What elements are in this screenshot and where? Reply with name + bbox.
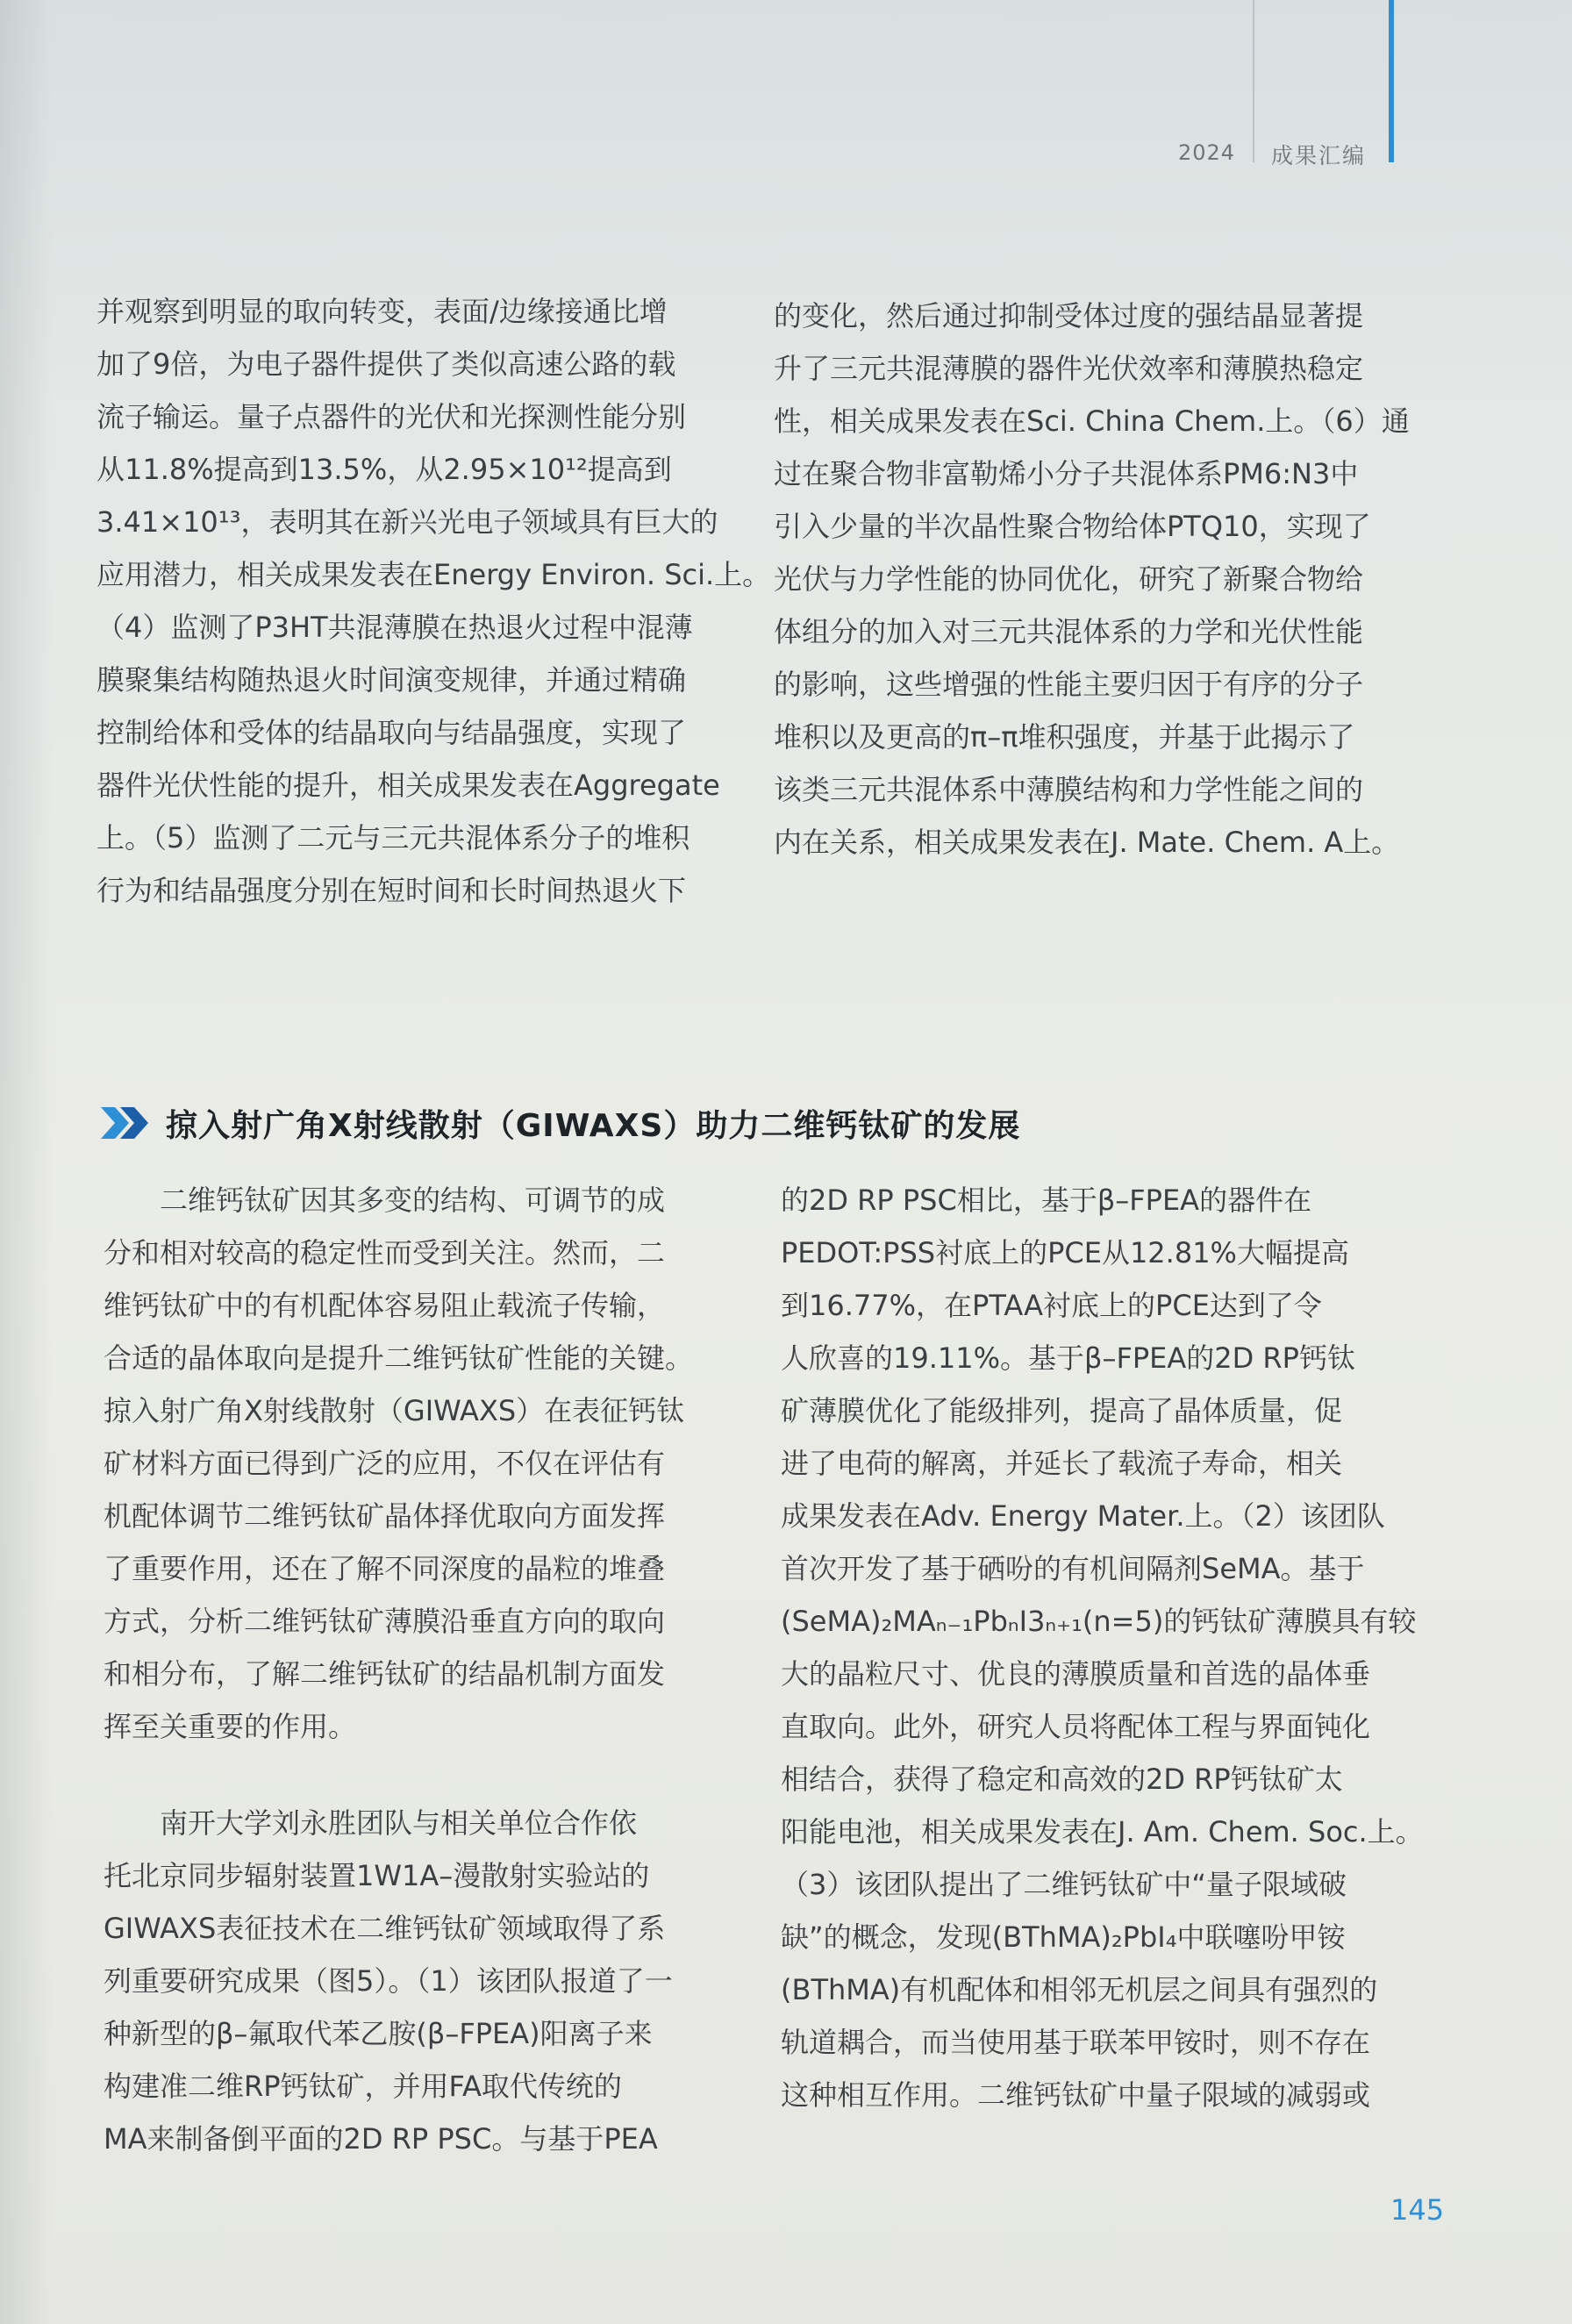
text-line: 体组分的加入对三元共混体系的力学和光伏性能: [774, 615, 1364, 648]
header-accent-bar: [1389, 0, 1394, 162]
text-line: 光伏与力学性能的协同优化，研究了新聚合物给: [774, 562, 1364, 596]
double-chevron-right-icon: [101, 1107, 150, 1139]
text-line: 这种相互作用。二维钙钛矿中量子限域的减弱或: [781, 2078, 1371, 2112]
header-divider: [1253, 0, 1254, 162]
text-line: 相结合，获得了稳定和高效的2D RP钙钛矿太: [781, 1763, 1343, 1796]
text-line: 矿材料方面已得到广泛的应用，不仅在评估有: [104, 1447, 666, 1480]
text-line: 直取向。此外，研究人员将配体工程与界面钝化: [781, 1710, 1371, 1743]
text-line: 人欣喜的19.11%。基于β–FPEA的2D RP钙钛: [781, 1341, 1355, 1375]
text-line: 挥至关重要的作用。: [104, 1710, 357, 1743]
text-line: 成果发表在Adv. Energy Mater.上。（2）该团队: [781, 1499, 1385, 1533]
text-line: 膜聚集结构随热退火时间演变规律，并通过精确: [96, 663, 687, 697]
text-line: 流子输运。量子点器件的光伏和光探测性能分别: [96, 400, 687, 433]
text-line: 维钙钛矿中的有机配体容易阻止载流子传输，: [104, 1289, 666, 1322]
text-line: 首次开发了基于硒吩的有机间隔剂SeMA。基于: [781, 1552, 1365, 1585]
page-number: 145: [1390, 2193, 1445, 2227]
text-line: 掠入射广角X射线散射（GIWAXS）在表征钙钛: [104, 1394, 685, 1427]
text-line: 进了电荷的解离，并延长了载流子寿命，相关: [781, 1447, 1343, 1480]
text-line: 列重要研究成果（图5）。（1）该团队报道了一: [104, 1964, 673, 1998]
section-heading: [101, 1097, 1020, 1149]
text-line: （4）监测了P3HT共混薄膜在热退火过程中混薄: [96, 611, 693, 644]
text-line: 行为和结晶强度分别在短时间和长时间热退火下: [96, 874, 687, 907]
text-line: 二维钙钛矿因其多变的结构、可调节的成: [104, 1183, 666, 1217]
text-line: 构建准二维RP钙钛矿，并用FA取代传统的: [104, 2070, 622, 2103]
text-line: 加了9倍，为电子器件提供了类似高速公路的载: [96, 347, 676, 381]
text-line: 器件光伏性能的提升，相关成果发表在Aggregate: [96, 769, 720, 802]
text-line: （3）该团队提出了二维钙钛矿中“量子限域破: [781, 1868, 1347, 1901]
text-line: 了重要作用，还在了解不同深度的晶粒的堆叠: [104, 1552, 666, 1585]
text-line: 升了三元共混薄膜的器件光伏效率和薄膜热稳定: [774, 352, 1364, 385]
top-right-column: [774, 290, 1414, 869]
header-year: 2024: [1178, 140, 1236, 165]
text-line: 南开大学刘永胜团队与相关单位合作依: [104, 1806, 638, 1840]
text-line: 的变化，然后通过抑制受体过度的强结晶显著提: [774, 299, 1364, 333]
top-left-column: [96, 285, 771, 917]
text-line: 合适的晶体取向是提升二维钙钛矿性能的关键。: [104, 1341, 694, 1375]
text-line: 该类三元共混体系中薄膜结构和力学性能之间的: [774, 773, 1364, 806]
text-line: 内在关系，相关成果发表在J. Mate. Chem. A上。: [774, 826, 1400, 859]
text-line: 分和相对较高的稳定性而受到关注。然而，二: [104, 1236, 666, 1269]
page-edge-shadow: [0, 0, 53, 2324]
section-title: 掠入射广角X射线散射（GIWAXS）助力二维钙钛矿的发展: [166, 1107, 1021, 1144]
text-line: 和相分布，了解二维钙钛矿的结晶机制方面发: [104, 1657, 666, 1691]
text-line: PEDOT:PSS衬底上的PCE从12.81%大幅提高: [781, 1236, 1349, 1269]
text-line: 堆积以及更高的π–π堆积强度，并基于此揭示了: [774, 720, 1355, 754]
text-line: 应用潜力，相关成果发表在Energy Environ. Sci.上。: [96, 558, 771, 591]
text-line: 轨道耦合，而当使用基于联苯甲铵时，则不存在: [781, 2026, 1371, 2059]
text-line: 矿薄膜优化了能级排列，提高了晶体质量，促: [781, 1394, 1343, 1427]
text-line: (BThMA)有机配体和相邻无机层之间具有强烈的: [781, 1973, 1378, 2006]
text-line: MA来制备倒平面的2D RP PSC。与基于PEA: [104, 2122, 658, 2156]
text-line: 大的晶粒尺寸、优良的薄膜质量和首选的晶体垂: [781, 1657, 1371, 1691]
text-line: 引入少量的半次晶性聚合物给体PTQ10，实现了: [774, 510, 1371, 543]
text-line: 从11.8%提高到13.5%，从2.95×10¹²提高到: [96, 453, 672, 486]
bottom-left-column: [104, 1174, 753, 2165]
text-line: 的2D RP PSC相比，基于β–FPEA的器件在: [781, 1183, 1312, 1217]
text-line: 控制给体和受体的结晶取向与结晶强度，实现了: [96, 716, 687, 749]
text-line: 托北京同步辐射装置1W1A–漫散射实验站的: [104, 1859, 650, 1892]
text-line: 种新型的β–氟取代苯乙胺(β–FPEA)阳离子来: [104, 2017, 653, 2050]
text-line: 机配体调节二维钙钛矿晶体择优取向方面发挥: [104, 1499, 666, 1533]
text-line: 性，相关成果发表在Sci. China Chem.上。（6）通: [774, 404, 1410, 438]
text-line: 3.41×10¹³，表明其在新兴光电子领域具有巨大的: [96, 505, 718, 539]
text-line: 阳能电池，相关成果发表在J. Am. Chem. Soc.上。: [781, 1815, 1424, 1848]
text-line: GIWAXS表征技术在二维钙钛矿领域取得了系: [104, 1912, 666, 1945]
text-line: 到16.77%，在PTAA衬底上的PCE达到了令: [781, 1289, 1322, 1322]
text-line: 方式，分析二维钙钛矿薄膜沿垂直方向的取向: [104, 1605, 666, 1638]
text-line: (SeMA)₂MAₙ₋₁PbₙI3ₙ₊₁(n=5)的钙钛矿薄膜具有较: [781, 1605, 1417, 1638]
text-line: 的影响，这些增强的性能主要归因于有序的分子: [774, 668, 1364, 701]
bottom-right-column: [781, 1174, 1430, 2121]
text-line: 缺”的概念，发现(BThMA)₂PbI₄中联噻吩甲铵: [781, 1920, 1346, 1954]
text-line: 上。（5）监测了二元与三元共混体系分子的堆积: [96, 821, 690, 855]
text-line: 过在聚合物非富勒烯小分子共混体系PM6:N3中: [774, 457, 1359, 490]
paragraph-gap: [104, 1753, 753, 1797]
text-line: 并观察到明显的取向转变，表面/边缘接通比增: [96, 295, 668, 328]
header-title: 成果汇编: [1271, 143, 1367, 168]
